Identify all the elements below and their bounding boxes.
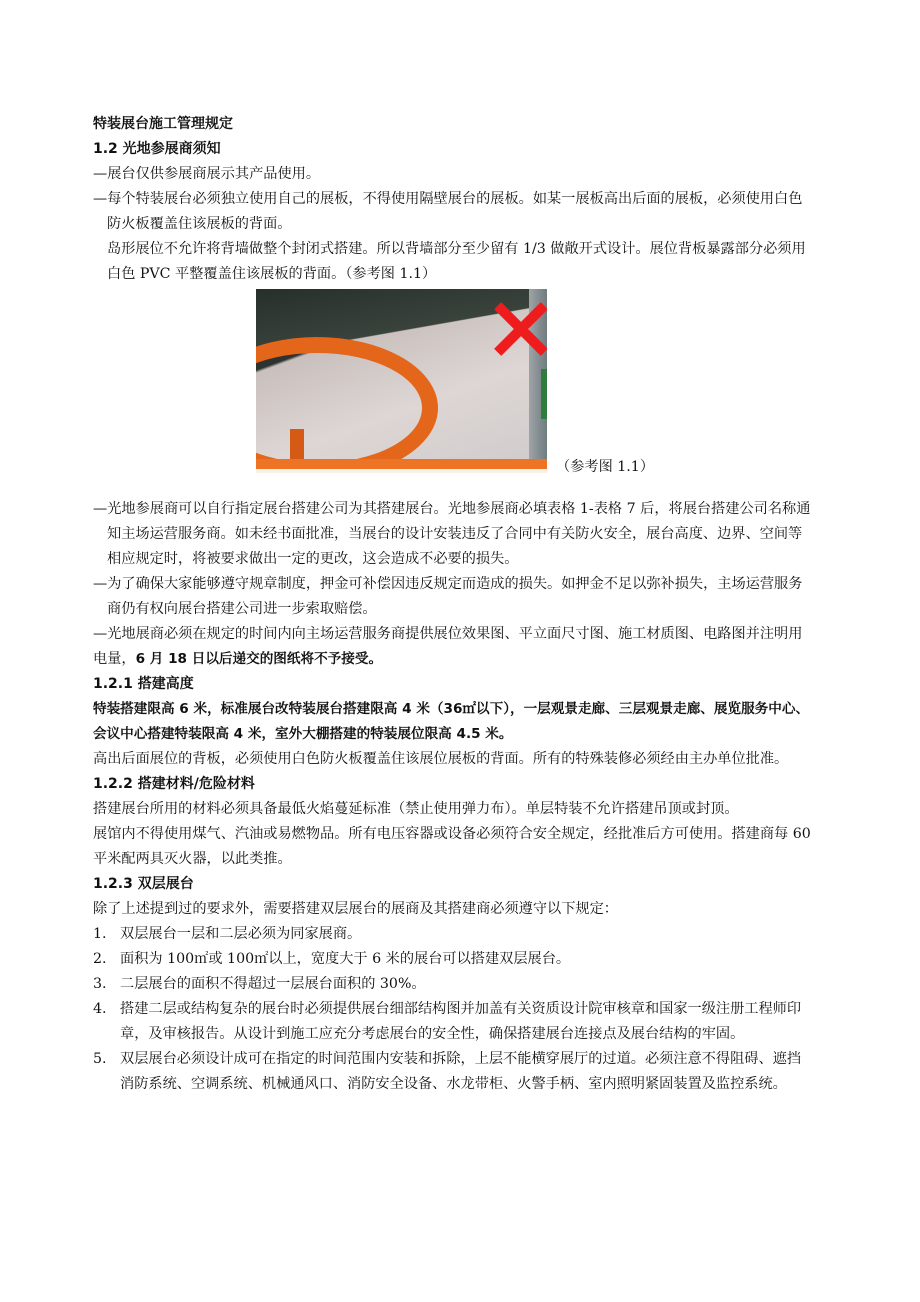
section-heading-1-2-3: 1.2.3 双层展台 (93, 876, 194, 892)
height-limits: 特装搭建限高 6 米，标准展台改特装展台搭建限高 4 米（36㎡以下），一层观景走廊、三层观景走廊、展览服务中心、会议中心搭建特装限高 4 米，室外大棚搭建的特装展位限高 4.5 米。 (93, 701, 810, 742)
document-page (93, 112, 813, 1097)
orange-ring-structure (256, 337, 438, 473)
section-heading-1-2-1: 1.2.1 搭建高度 (93, 676, 194, 692)
drawings-text: —光地展商必须在规定的时间内向主场运营服务商提供展位效果图、平立面尺寸图、施工材质图、电路图并注明用电量， (93, 626, 803, 667)
paragraph: —展台仅供参展商展示其产品使用。 (93, 166, 321, 182)
list-item: 5. 双层展台必须设计成可在指定的时间范围内安装和拆除，上层不能横穿展厅的过道。必须注意不得阻碍、遮挡消防系统、空调系统、机械通风口、消防安全设备、水龙带柜、火警手柄、室内照明紧固装置及监控系统。 (93, 1051, 802, 1092)
figure-caption: （参考图 1.1） (556, 459, 655, 475)
paragraph: —每个特装展台必须独立使用自己的展板，不得使用隔壁展台的展板。如某一展板高出后面的展板，必须使用白色防火板覆盖住该展板的背面。 (93, 191, 803, 232)
reference-photo (256, 289, 547, 473)
paragraph: 搭建展台所用的材料必须具备最低火焰蔓延标准（禁止使用弹力布）。单层特装不允许搭建吊顶或封顶。 (93, 801, 739, 817)
list-item: 1. 双层展台一层和二层必须为同家展商。 (93, 926, 362, 942)
paragraph: —光地参展商可以自行指定展台搭建公司为其搭建展台。光地参展商必填表格 1-表格 7 后，将展台搭建公司名称通知主场运营服务商。如未经书面批准，当展台的设计安装违反了合同中有关防火安全，展台高度、边界、空间等相应规定时，将被要求做出一定的更改，这会造成不必要的损失。 (93, 501, 811, 567)
list-item: 3. 二层展台的面积不得超过一层展台面积的 30%。 (93, 976, 426, 992)
document-title: 特装展台施工管理规定 (93, 116, 233, 132)
drawings-deadline: 6 月 18 日以后递交的图纸将不予接受。 (135, 651, 383, 667)
section-heading-1-2: 1.2 光地参展商须知 (93, 141, 221, 157)
paragraph: 高出后面展位的背板，必须使用白色防火板覆盖住该展位展板的背面。所有的特殊装修必须经由主办单位批准。 (93, 751, 789, 767)
red-cross-icon (492, 299, 547, 359)
section-heading-1-2-2: 1.2.2 搭建材料/危险材料 (93, 776, 255, 792)
paragraph: —为了确保大家能够遵守规章制度，押金可补偿因违反规定而造成的损失。如押金不足以弥补损失，主场运营服务商仍有权向展台搭建公司进一步索取赔偿。 (93, 576, 803, 617)
paragraph: 展馆内不得使用煤气、汽油或易燃物品。所有电压容器或设备必须符合安全规定，经批准后方可使用。搭建商每 60 平米配两具灭火器，以此类推。 (93, 826, 811, 867)
paragraph-drawings (93, 622, 813, 672)
paragraph-island-note: 岛形展位不允许将背墙做整个封闭式搭建。所以背墙部分至少留有 1/3 做敞开式设计。展位背板暴露部分必须用白色 PVC 平整覆盖住该展板的背面。（参考图 1.1） (107, 241, 806, 282)
list-item: 2. 面积为 100㎡或 100㎡以上，宽度大于 6 米的展台可以搭建双层展台。 (93, 951, 571, 967)
figure-1-1 (93, 289, 813, 497)
list-item: 4. 搭建二层或结构复杂的展台时必须提供展台细部结构图并加盖有关资质设计院审核章和国家一级注册工程师印章，及审核报告。从设计到施工应充分考虑展台的安全性，确保搭建展台连接点及展台结构的牢固。 (93, 1001, 802, 1042)
paragraph: 除了上述提到过的要求外，需要搭建双层展台的展商及其搭建商必须遵守以下规定： (93, 901, 618, 917)
double-deck-rules-list (93, 922, 813, 1097)
